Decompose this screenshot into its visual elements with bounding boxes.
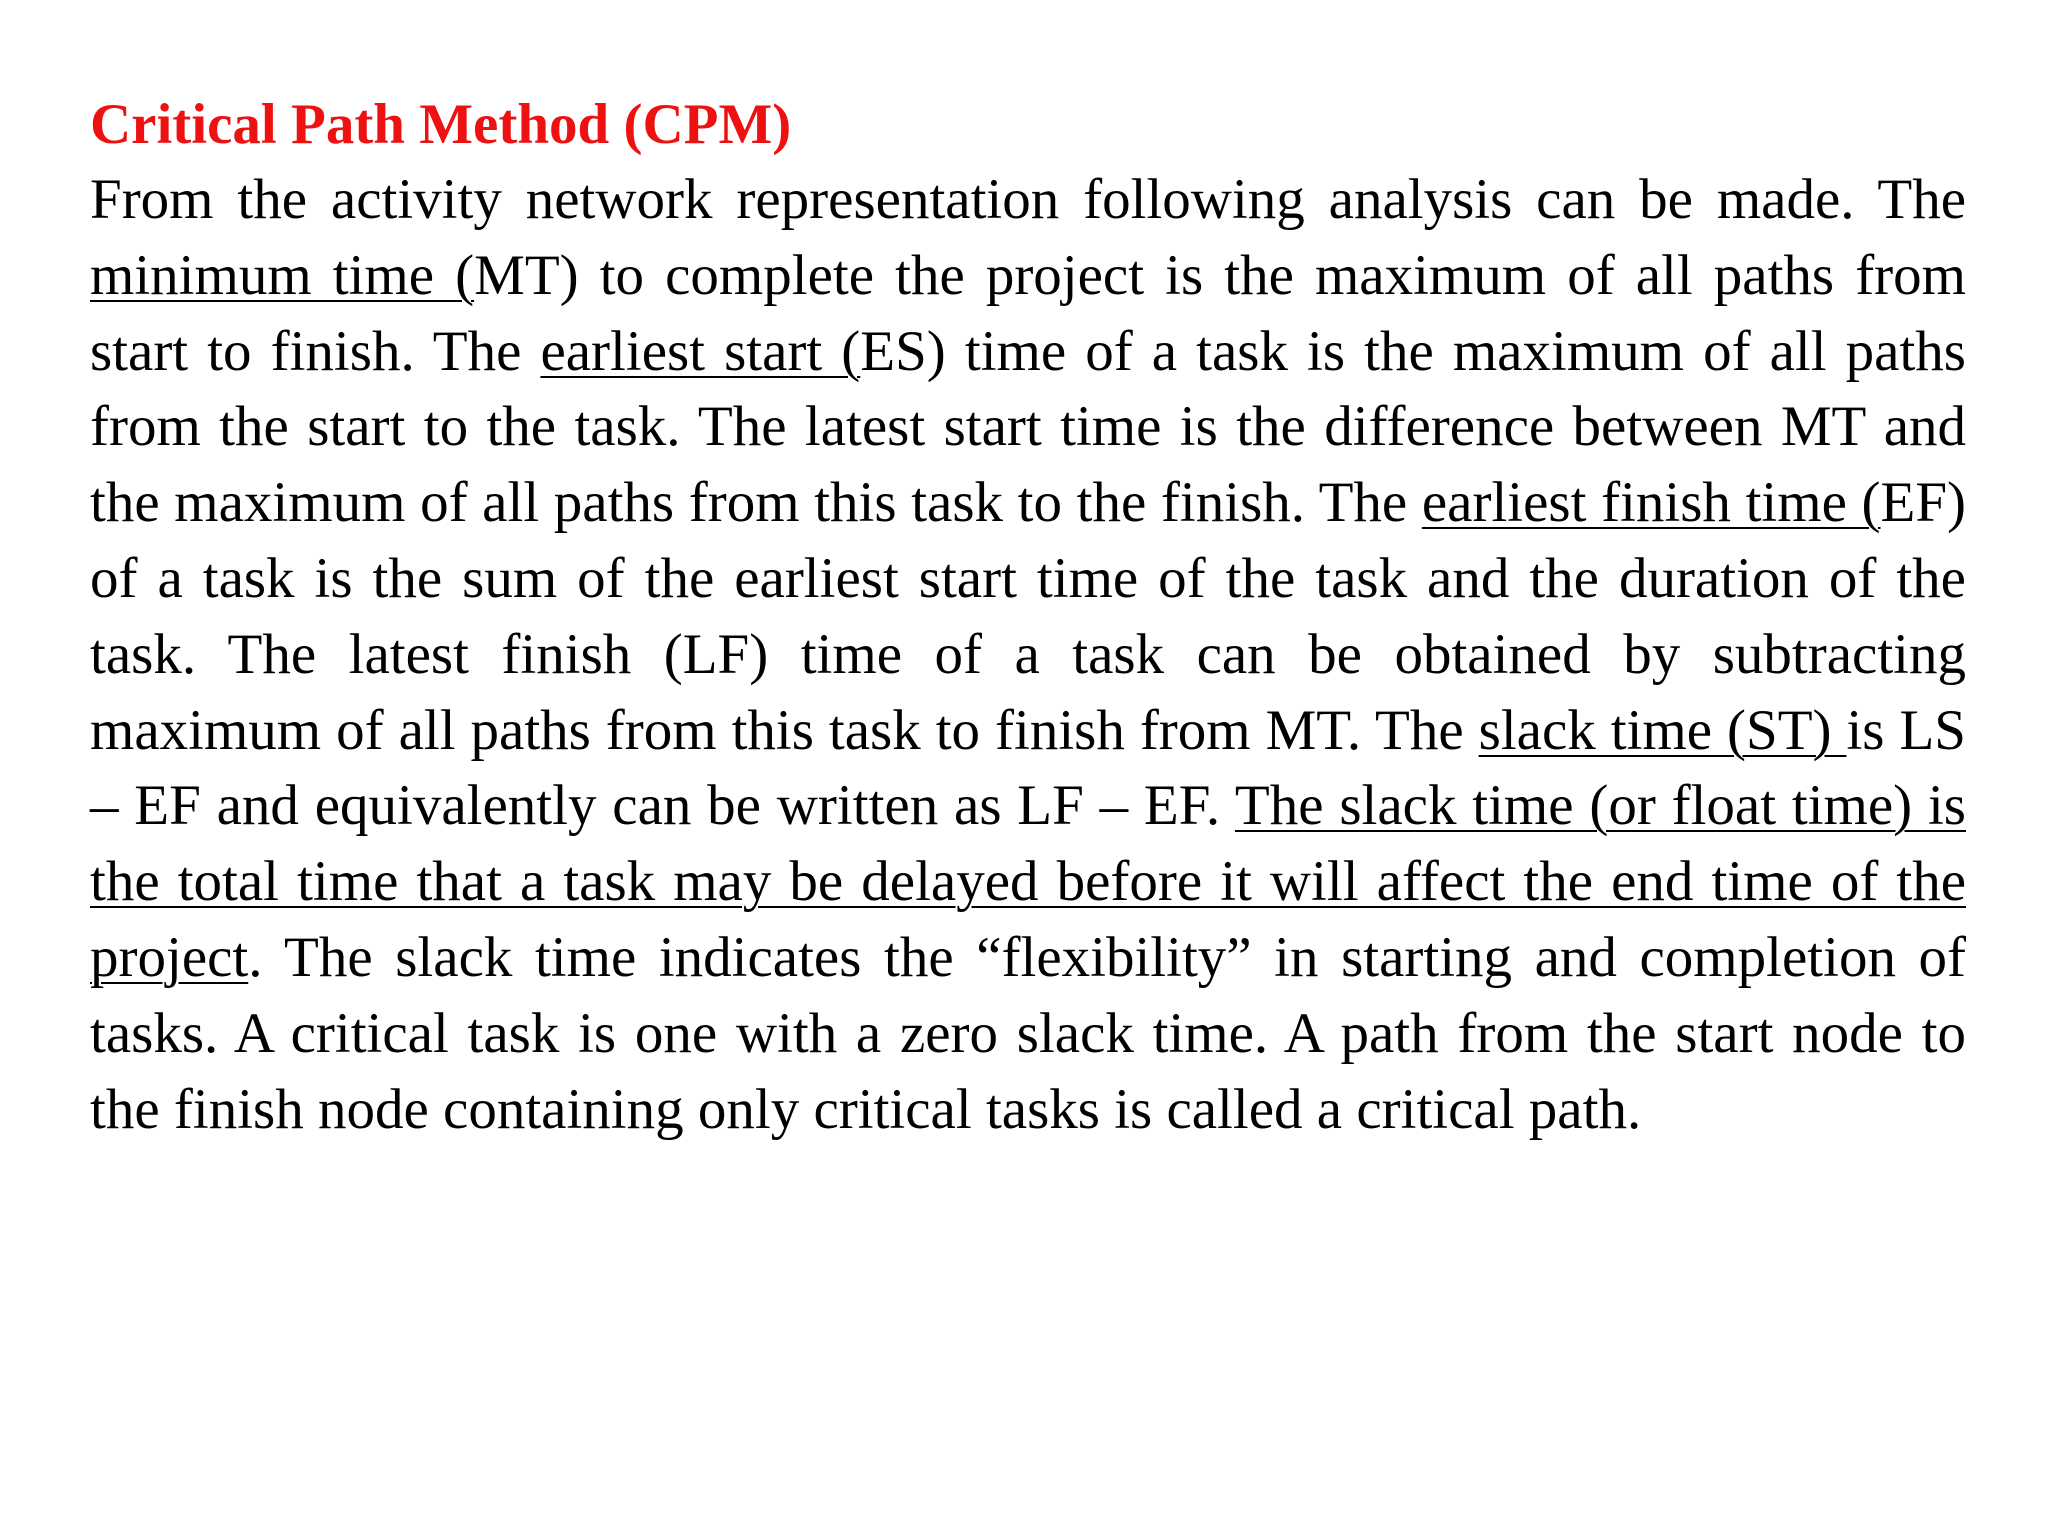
body-text-6: . The slack time indicates the “flexibility” in starting and completion of tasks. A critical task is one with a zero slack time. A path from the start node to the finish node containing only critical tasks is called a critical path. <box>90 925 1966 1141</box>
body-text-3: ES) time of a task is the maximum of all paths from the start to the task. The latest start time is the difference between MT and the maximum of all paths from this task to the finish. The <box>90 319 1966 535</box>
body-paragraph <box>90 162 1966 1147</box>
term-earliest-start: earliest start ( <box>540 319 861 383</box>
term-slack-time: slack time (ST) <box>1478 698 1847 762</box>
term-minimum-time: minimum time ( <box>90 243 475 307</box>
slide-title: Critical Path Method (CPM) <box>90 93 792 156</box>
slack-time-definition: The slack time (or float time) is the total time that a task may be delayed before it will affect the end time of the project <box>90 774 1966 989</box>
body-text-5: is LS – EF and equivalently can be written as LF – EF. <box>90 698 1966 838</box>
body-text-1: From the activity network representation following analysis can be made. The <box>90 168 1966 231</box>
slide-content <box>90 88 1966 1147</box>
term-earliest-finish-time: earliest finish time ( <box>1421 471 1881 535</box>
body-text-4: EF) of a task is the sum of the earliest start time of the task and the duration of the task. The latest finish (LF) time of a task can be obtained by subtracting maximum of all paths from this task to finish from MT. The <box>90 471 1966 762</box>
body-text-2: MT) to complete the project is the maximum of all paths from start to finish. The <box>90 243 1966 383</box>
